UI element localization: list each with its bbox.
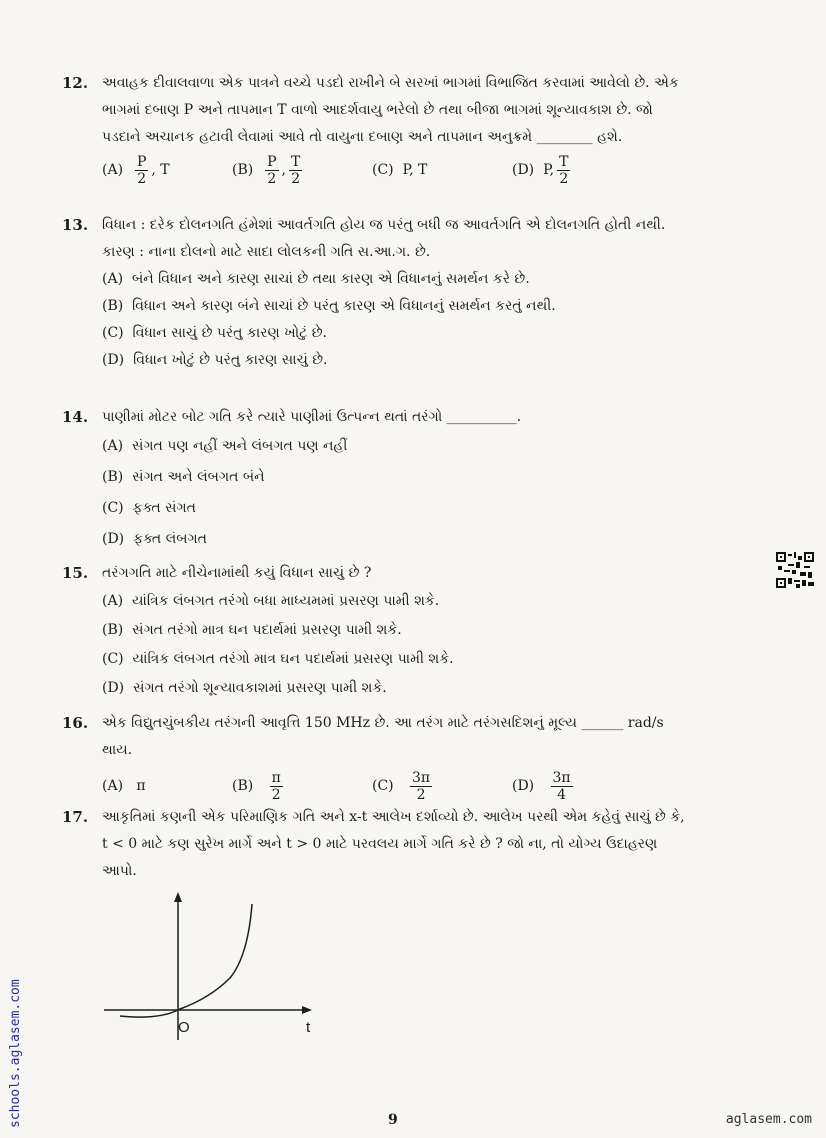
question-number: 13. bbox=[62, 216, 89, 234]
option-d bbox=[102, 347, 692, 374]
origin-label: O bbox=[178, 1019, 190, 1036]
option-text: સંગત પણ નહીં અને લંબગત પણ નહીં bbox=[131, 438, 348, 454]
option-label: (C) bbox=[372, 777, 394, 794]
option-label: (D) bbox=[512, 161, 535, 178]
option-label: (C) bbox=[102, 500, 124, 516]
option-label: (A) bbox=[102, 593, 124, 609]
fraction-denominator: 2 bbox=[559, 170, 569, 187]
question-15 bbox=[62, 560, 692, 703]
option-b bbox=[232, 154, 372, 187]
fraction-denominator: 2 bbox=[137, 170, 147, 187]
fraction-denominator: 2 bbox=[291, 170, 301, 187]
fraction-numerator: T bbox=[559, 153, 569, 170]
question-text: આકૃતિમાં કણની એક પરિમાણિક ગતિ અને x-t આલેખ દર્શાવ્યો છે. આલેખ પરથી એમ કહેવું સાચું છે કે, t < 0 માટે કણ સુરેખ માર્ગે અને t > 0 માટે પરવલય માર્ગે ગતિ કરે છે ? જો ના, તો યોગ્ય ઉદાહરણ આપો. bbox=[102, 809, 685, 879]
fraction-numerator: 3π bbox=[412, 769, 431, 786]
option-label: (D) bbox=[102, 531, 125, 547]
fraction bbox=[557, 154, 570, 187]
option-b bbox=[102, 616, 692, 645]
y-axis-arrow bbox=[174, 892, 182, 902]
fraction-denominator: 4 bbox=[557, 786, 567, 803]
option-d bbox=[102, 524, 692, 555]
option-text: બંને વિધાન અને કારણ સાચાં છે તથા કારણ એ વિધાનનું સમર્થન કરે છે. bbox=[131, 271, 530, 287]
option-label: (B) bbox=[102, 298, 124, 314]
option-a bbox=[102, 773, 232, 800]
question-14 bbox=[62, 404, 692, 555]
graph-curve bbox=[120, 904, 252, 1017]
question-17 bbox=[62, 804, 692, 885]
question-text: અવાહક દીવાલવાળા એક પાત્રને વચ્ચે પડદો રાખીને બે સરખાં ભાગમાં વિભાજિત કરવામાં આવેલો છે. એક ભાગમાં દબાણ P અને તાપમાન T વાળો આદર્શવાયુ ભરેલો છે તથા બીજા ભાગમાં શૂન્યાવકાશ છે. જો પડદાને અચાનક હટાવી લેવામાં આવે તો વાયુના દબાણ અને તાપમાન અનુક્રમે ________ હશે. bbox=[102, 75, 679, 145]
option-text: યાંત્રિક લંબગત તરંગો માત્ર ઘન પદાર્થમાં પ્રસરણ પામી શકે. bbox=[132, 651, 454, 667]
t-axis-label: t bbox=[306, 1019, 311, 1036]
fraction-denominator: 2 bbox=[267, 170, 277, 187]
option-a bbox=[102, 154, 232, 187]
question-text: એક વિદ્યુતચુંબકીય તરંગની આવૃત્તિ 150 MHz છે. આ તરંગ માટે તરંગસદિશનું મૂલ્ય ______ rad/s થાય. bbox=[102, 715, 664, 758]
question-number: 16. bbox=[62, 714, 89, 732]
bottom-watermark: aglasem.com bbox=[725, 1112, 812, 1127]
question-number: 17. bbox=[62, 808, 89, 826]
x-axis-arrow bbox=[302, 1006, 312, 1014]
option-text: ફક્ત સંગત bbox=[132, 500, 196, 516]
option-label: (B) bbox=[102, 469, 124, 485]
xt-graph bbox=[100, 890, 340, 1050]
option-label: (A) bbox=[102, 777, 124, 794]
option-suffix: , T bbox=[151, 161, 170, 178]
option-c bbox=[372, 157, 512, 184]
option-label: (C) bbox=[102, 651, 124, 667]
question-text: વિધાન : દરેક દોલનગતિ હંમેશાં આવર્તગતિ હોય જ પરંતુ બધી જ આવર્તગતિ એ દોલનગતિ હોતી નથી. bbox=[102, 217, 666, 233]
fraction bbox=[289, 154, 302, 187]
option-text: P, T bbox=[402, 161, 428, 178]
option-label: (D) bbox=[102, 352, 125, 368]
question-number: 12. bbox=[62, 74, 89, 92]
option-a bbox=[102, 431, 692, 462]
options-row bbox=[102, 764, 692, 808]
fraction bbox=[265, 154, 278, 187]
option-d bbox=[512, 154, 573, 187]
option-c bbox=[372, 770, 512, 803]
question-number: 15. bbox=[62, 564, 89, 582]
question-number: 14. bbox=[62, 408, 89, 426]
fraction-numerator: π bbox=[271, 769, 281, 786]
option-text: π bbox=[136, 777, 146, 794]
fraction-denominator: 2 bbox=[416, 786, 426, 803]
option-label: (B) bbox=[232, 161, 254, 178]
option-text: સંગત તરંગો માત્ર ઘન પદાર્થમાં પ્રસરણ પામી શકે. bbox=[132, 622, 402, 638]
option-b bbox=[102, 293, 692, 320]
question-16 bbox=[62, 710, 692, 808]
fraction bbox=[410, 770, 432, 803]
option-text: ફક્ત લંબગત bbox=[133, 531, 207, 547]
page-number: 9 bbox=[388, 1112, 398, 1128]
option-text: સંગત તરંગો શૂન્યાવકાશમાં પ્રસરણ પામી શકે. bbox=[133, 680, 387, 696]
option-text: વિધાન સાચું છે પરંતુ કારણ ખોટું છે. bbox=[132, 325, 327, 341]
option-b bbox=[232, 770, 372, 803]
option-d bbox=[102, 674, 692, 703]
option-d bbox=[512, 770, 576, 803]
option-a bbox=[102, 587, 692, 616]
question-12 bbox=[62, 70, 692, 189]
option-text: વિધાન અને કારણ બંને સાચાં છે પરંતુ કારણ એ વિધાનનું સમર્થન કરતું નથી. bbox=[132, 298, 556, 314]
question-13 bbox=[62, 212, 692, 374]
options-row bbox=[102, 151, 692, 189]
fraction-numerator: P bbox=[136, 153, 147, 170]
option-separator: , bbox=[281, 161, 286, 178]
option-label: (B) bbox=[232, 777, 254, 794]
option-a bbox=[102, 266, 692, 293]
option-prefix: P, bbox=[543, 161, 555, 178]
option-label: (A) bbox=[102, 161, 124, 178]
option-c bbox=[102, 493, 692, 524]
option-text: વિધાન ખોટું છે પરંતુ કારણ સાચું છે. bbox=[133, 352, 328, 368]
option-label: (D) bbox=[102, 680, 125, 696]
fraction-numerator: T bbox=[291, 153, 301, 170]
fraction-numerator: 3π bbox=[552, 769, 571, 786]
question-text: તરંગગતિ માટે નીચેનામાંથી કયું વિધાન સાચું છે ? bbox=[102, 565, 372, 581]
option-label: (D) bbox=[512, 777, 535, 794]
option-text: યાંત્રિક લંબગત તરંગો બધા માધ્યમમાં પ્રસરણ પામી શકે. bbox=[131, 593, 440, 609]
option-text: સંગત અને લંબગત બંને bbox=[132, 469, 265, 485]
side-watermark: schools.aglasem.com bbox=[8, 979, 23, 1128]
reason-text: કારણ : નાના દોલનો માટે સાદા લોલકની ગતિ સ.આ.ગ. છે. bbox=[102, 244, 431, 260]
option-label: (A) bbox=[102, 438, 124, 454]
option-label: (B) bbox=[102, 622, 124, 638]
fraction-numerator: P bbox=[267, 153, 277, 170]
question-text: પાણીમાં મોટર બોટ ગતિ કરે ત્યારે પાણીમાં ઉત્પન્ન થતાં તરંગો __________. bbox=[102, 409, 522, 425]
option-b bbox=[102, 462, 692, 493]
option-label: (C) bbox=[372, 161, 394, 178]
qr-code bbox=[776, 552, 814, 588]
option-label: (A) bbox=[102, 271, 124, 287]
fraction bbox=[551, 770, 573, 803]
fraction bbox=[135, 154, 148, 187]
fraction bbox=[270, 770, 283, 803]
option-c bbox=[102, 645, 692, 674]
fraction-denominator: 2 bbox=[271, 786, 281, 803]
option-label: (C) bbox=[102, 325, 124, 341]
option-c bbox=[102, 320, 692, 347]
